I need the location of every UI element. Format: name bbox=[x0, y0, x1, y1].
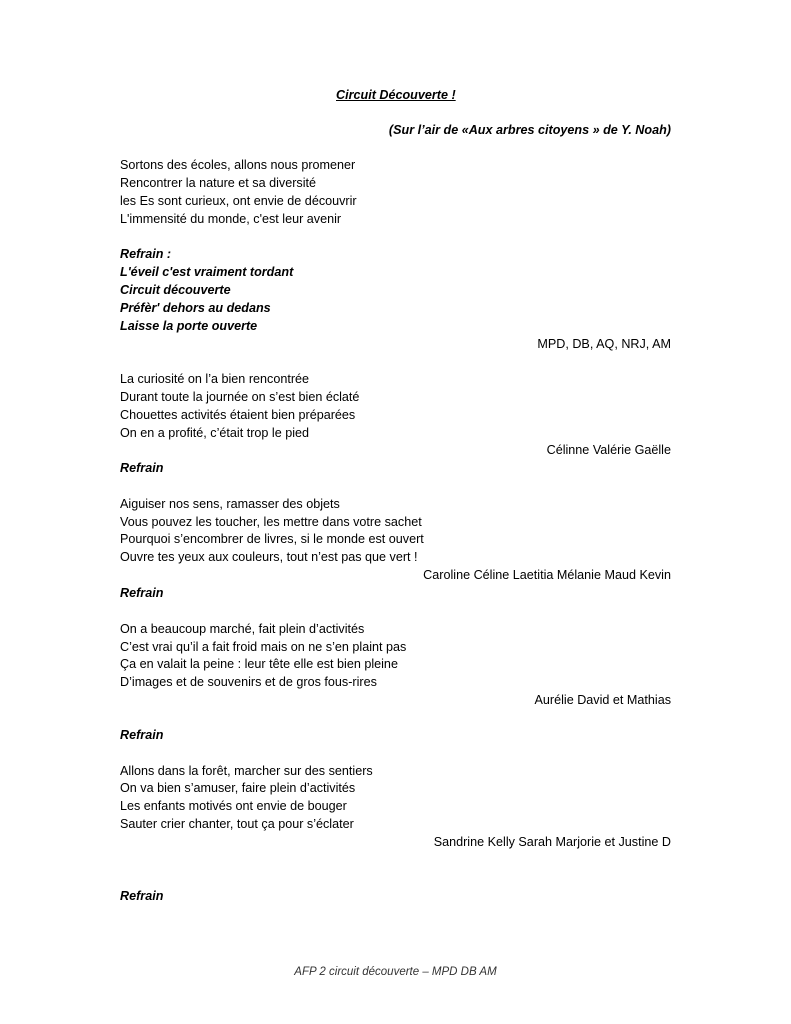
refrain-line: Circuit découverte bbox=[120, 283, 231, 297]
stanza2-line: Durant toute la journée on s’est bien éclaté bbox=[120, 390, 360, 404]
stanza2-line: La curiosité on l’a bien rencontrée bbox=[120, 372, 310, 386]
stanza4-line: On a beaucoup marché, fait plein d’activités bbox=[120, 622, 365, 636]
stanza5-line: Sauter crier chanter, tout ça pour s’éclater bbox=[120, 817, 354, 831]
stanza5-authors: Sandrine Kelly Sarah Marjorie et Justine D bbox=[433, 835, 671, 849]
stanza2-line: On en a profité, c’était trop le pied bbox=[120, 426, 310, 440]
stanza2-line: Chouettes activités étaient bien préparées bbox=[120, 408, 356, 422]
song-title: Circuit Découverte ! bbox=[336, 88, 456, 102]
refrain-line: Préfèr' dehors au dedans bbox=[120, 301, 271, 315]
stanza3-line: Vous pouvez les toucher, les mettre dans votre sachet bbox=[120, 515, 422, 529]
refrain-line: L'éveil c'est vraiment tordant bbox=[120, 265, 294, 279]
stanza4-line: C’est vrai qu’il a fait froid mais on ne s’en plaint pas bbox=[120, 640, 407, 654]
stanza5-line: Allons dans la forêt, marcher sur des sentiers bbox=[120, 764, 373, 778]
stanza1-line: Sortons des écoles, allons nous promener bbox=[120, 158, 356, 172]
refrain-line: Laisse la porte ouverte bbox=[120, 319, 258, 333]
page-footer: AFP 2 circuit découverte – MPD DB AM bbox=[294, 966, 497, 978]
refrain-authors: MPD, DB, AQ, NRJ, AM bbox=[537, 337, 671, 351]
song-subtitle: (Sur l’air de «Aux arbres citoyens » de Y. Noah) bbox=[388, 123, 671, 137]
refrain-heading: Refrain : bbox=[120, 247, 172, 261]
stanza1-line: les Es sont curieux, ont envie de découvrir bbox=[120, 194, 357, 208]
refrain-label: Refrain bbox=[120, 586, 164, 600]
stanza3-line: Ouvre tes yeux aux couleurs, tout n’est pas que vert ! bbox=[120, 550, 418, 564]
refrain-label: Refrain bbox=[120, 728, 164, 742]
stanza5-line: Les enfants motivés ont envie de bouger bbox=[120, 799, 347, 813]
stanza3-authors: Caroline Céline Laetitia Mélanie Maud Kevin bbox=[423, 568, 671, 582]
stanza5-line: On va bien s’amuser, faire plein d’activités bbox=[120, 781, 356, 795]
stanza1-line: L'immensité du monde, c'est leur avenir bbox=[120, 212, 342, 226]
stanza4-line: D’images et de souvenirs et de gros fous-rires bbox=[120, 675, 377, 689]
stanza3-line: Pourquoi s’encombrer de livres, si le monde est ouvert bbox=[120, 532, 424, 546]
refrain-label: Refrain bbox=[120, 461, 164, 475]
refrain-label: Refrain bbox=[120, 889, 164, 903]
stanza4-authors: Aurélie David et Mathias bbox=[534, 693, 671, 707]
stanza2-authors: Célinne Valérie Gaëlle bbox=[546, 443, 671, 457]
stanza3-line: Aiguiser nos sens, ramasser des objets bbox=[120, 497, 340, 511]
stanza4-line: Ça en valait la peine : leur tête elle est bien pleine bbox=[120, 657, 398, 671]
stanza1-line: Rencontrer la nature et sa diversité bbox=[120, 176, 317, 190]
